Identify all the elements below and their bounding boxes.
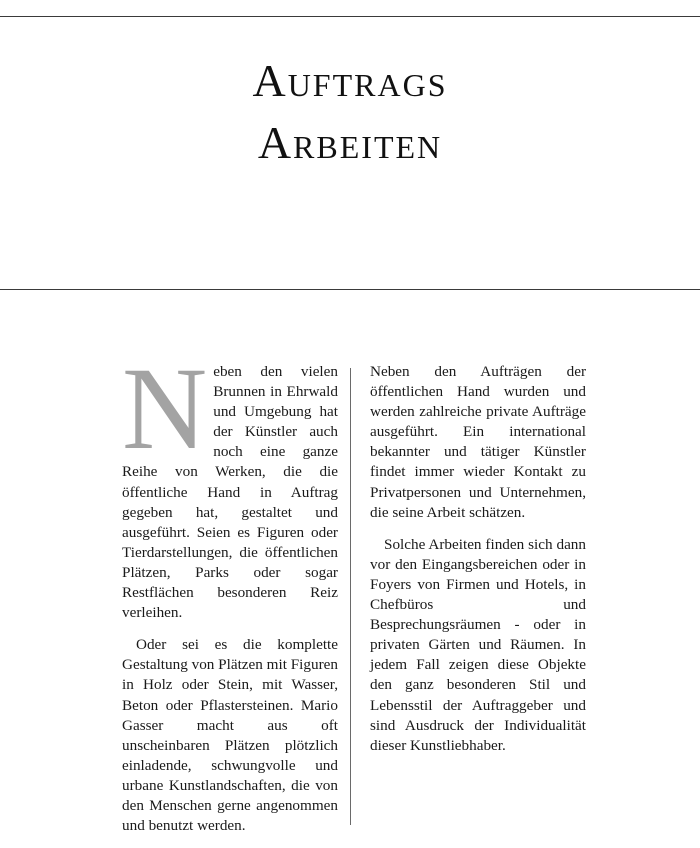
drop-cap: N — [122, 343, 208, 474]
paragraph-1 — [122, 343, 338, 623]
text-column-right — [370, 362, 586, 768]
paragraph-4: Solche Arbeiten finden sich dann vor den Eingangsbereichen oder in Foyers von Firmen und Hotels, in Chefbüros und Besprechungsräumen - oder in privaten Gärten und Räumen. In jedem Fall zeigen diese Objekte den ganz besonderen Stil und Lebensstil der Auftraggeber und sind Ausdruck der Individualität dieser Kunstliebhaber. — [370, 535, 586, 754]
page-title — [0, 50, 700, 174]
title-line-1: Auftrags — [252, 55, 448, 106]
header-bottom-rule — [0, 289, 700, 290]
column-divider — [350, 368, 351, 825]
paragraph-2: Oder sei es die komplette Gestaltung von Plätzen mit Figuren in Holz oder Stein, mit Wasser, Beton oder Pflastersteinen. Mario Gasser macht aus oft unscheinbaren Plätzen plötzlich einladende, schwungvolle und urbane Kunstlandschaften, die von den Menschen gerne angenommen und benutzt werden. — [122, 636, 338, 835]
title-line-2: Arbeiten — [257, 117, 443, 168]
paragraph-3: Neben den Aufträgen der öffentlichen Hand wurden und werden zahlreiche private Aufträge ausgeführt. Ein international bekannter und tätiger Künstler findet immer wieder Kontakt zu Privatpersonen und Unternehmen, die seine Arbeit schätzen. — [370, 363, 586, 521]
top-rule — [0, 16, 700, 17]
paragraph-1-text: eben den vielen Brunnen in Ehrwald und Umgebung hat der Künstler auch noch eine ganze Reihe von Werken, die die öffentliche Hand in Auftrag gegeben hat, gestaltet und ausgeführt. Seien es Figuren oder Tierdarstellungen, die öffentlichen Plätzen, Parks oder sogar Restflächen besonderen Reiz verleihen. — [122, 363, 338, 622]
text-column-left — [122, 343, 338, 848]
